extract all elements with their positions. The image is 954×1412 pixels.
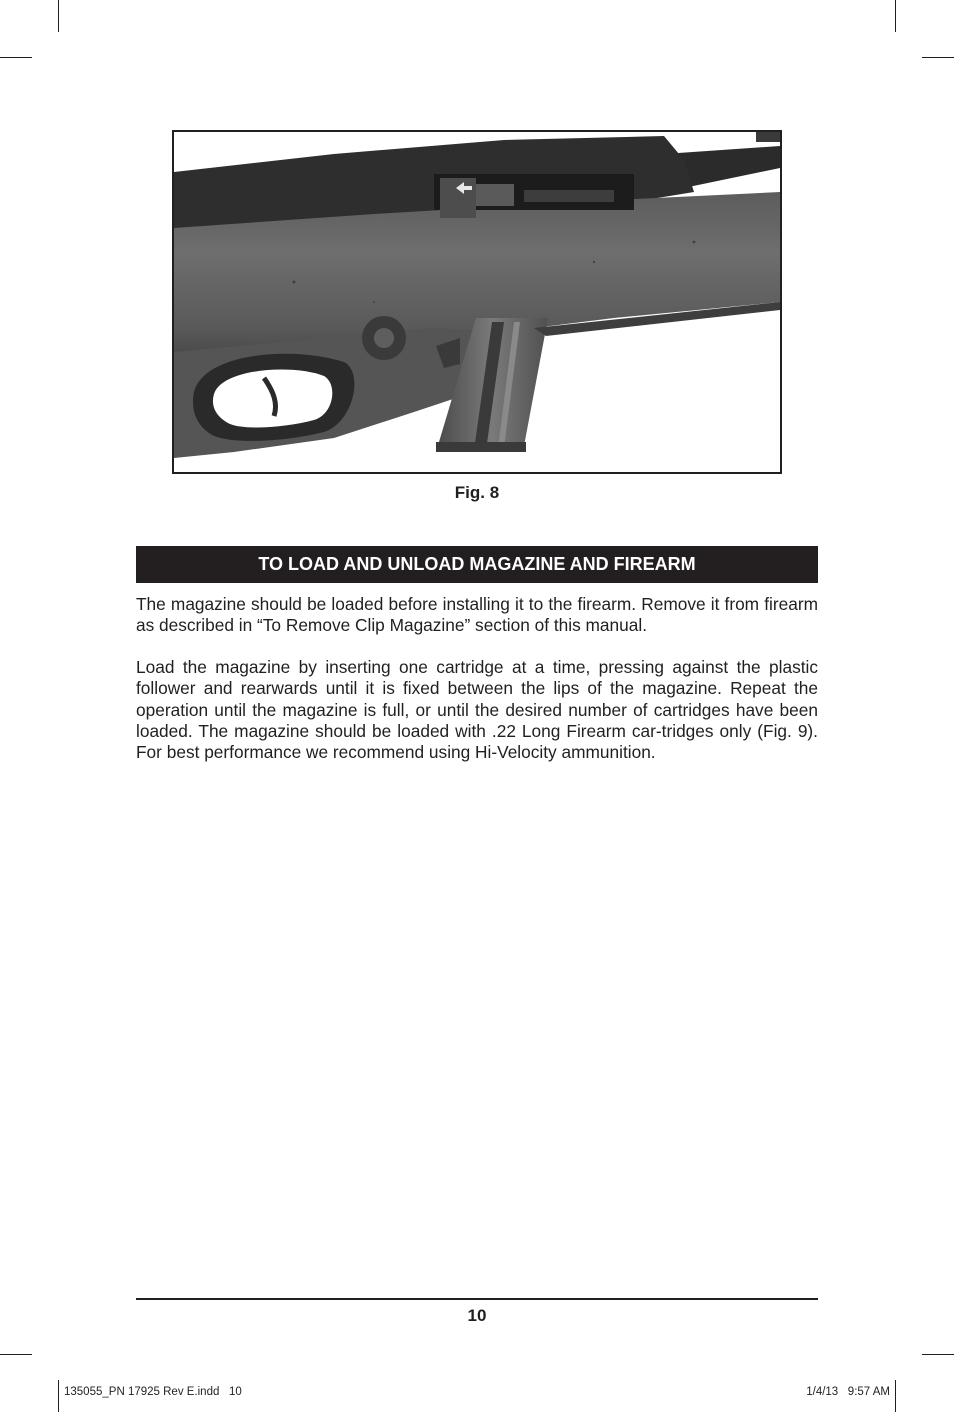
print-slug-file: 135055_PN 17925 Rev E.indd 10 — [64, 1386, 242, 1398]
crop-mark — [58, 0, 59, 32]
crop-mark — [895, 0, 896, 32]
crop-mark — [922, 57, 954, 58]
rifle-photo-image — [174, 132, 780, 472]
crop-mark — [0, 57, 32, 58]
crop-mark — [922, 1354, 954, 1355]
body-paragraph: Load the magazine by inserting one cartridge at a time, pressing against the plastic follower and rearwards until it is fixed between the lips of the magazine. Repeat the operation until the magazine is full, or until the desired number of cartridges have been loaded. The magazine should be loaded with .22 Long Firearm car-tridges only (Fig. 9). For best performance we recommend using Hi-Velocity ammunition. — [136, 657, 818, 763]
section-heading: TO LOAD AND UNLOAD MAGAZINE AND FIREARM — [136, 546, 818, 583]
crop-mark — [895, 1380, 896, 1412]
page-number: 10 — [467, 1306, 487, 1325]
figure-8-image — [172, 130, 782, 474]
crop-mark — [0, 1354, 32, 1355]
body-paragraph: The magazine should be loaded before installing it to the firearm. Remove it from firearm as described in “To Remove Clip Magazine” section of this manual. — [136, 594, 818, 636]
crop-mark — [58, 1380, 59, 1412]
footer-divider — [136, 1298, 818, 1300]
print-slug-datetime: 1/4/13 9:57 AM — [806, 1386, 890, 1398]
figure-caption: Fig. 8 — [454, 483, 500, 502]
